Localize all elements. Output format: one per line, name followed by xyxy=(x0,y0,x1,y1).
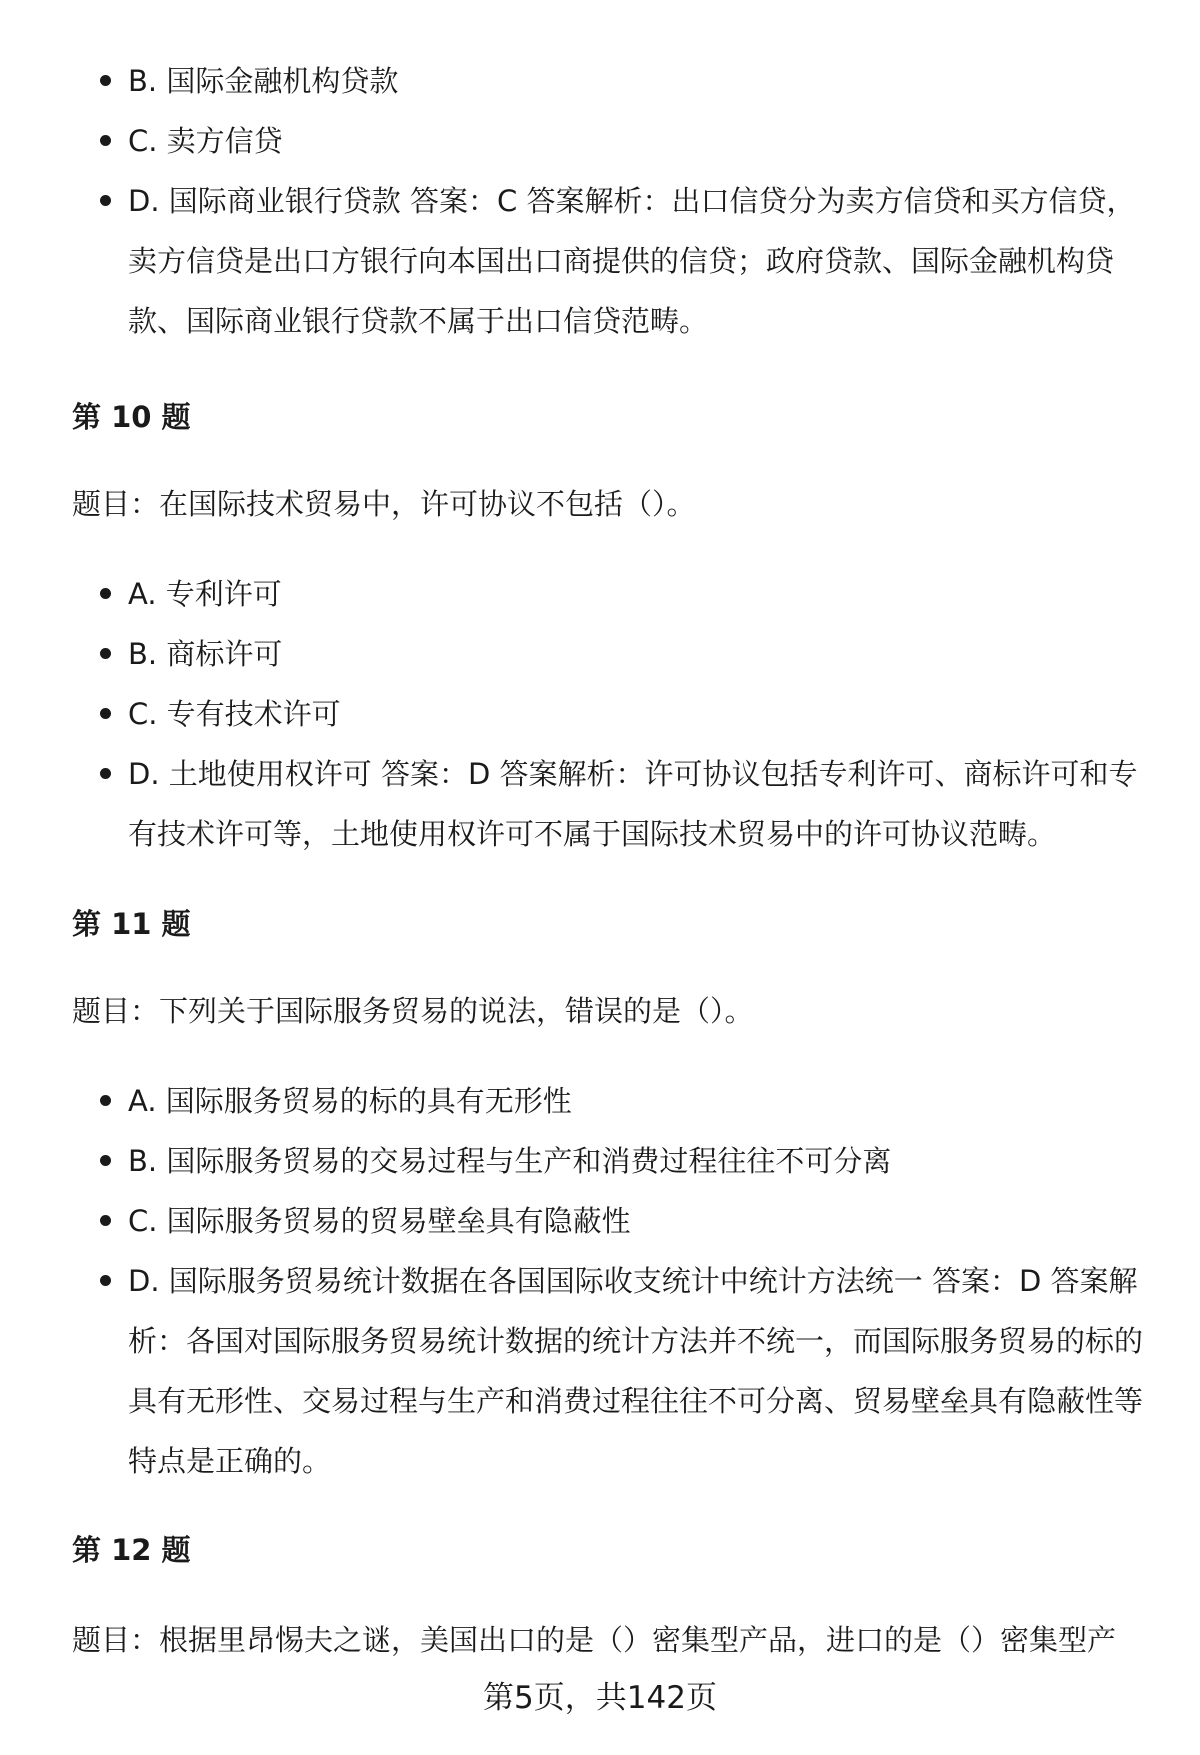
list-item: D. 国际服务贸易统计数据在各国国际收支统计中统计方法统一 答案：D 答案解析：各国对国际服务贸易统计数据的统计方法并不统一，而国际服务贸易的标的具有无形性、交易过程与生产和消费过程往往不可分离、贸易壁垒具有隐蔽性等特点是正确的。 xyxy=(128,1251,1148,1491)
list-item: A. 国际服务贸易的标的具有无形性 xyxy=(128,1071,1148,1131)
q11-heading: 第 11 题 xyxy=(72,907,191,941)
q12-question: 题目：根据里昂惕夫之谜，美国出口的是（）密集型产品，进口的是（）密集型产 xyxy=(72,1623,1117,1657)
list-item: C. 专有技术许可 xyxy=(128,684,1148,744)
list-item: C. 卖方信贷 xyxy=(128,111,1148,171)
list-item: B. 国际服务贸易的交易过程与生产和消费过程往往不可分离 xyxy=(128,1131,1148,1191)
list-item: B. 国际金融机构贷款 xyxy=(128,51,1148,111)
q10-options-list xyxy=(128,564,1148,864)
list-item: D. 土地使用权许可 答案：D 答案解析：许可协议包括专利许可、商标许可和专有技术许可等，土地使用权许可不属于国际技术贸易中的许可协议范畴。 xyxy=(128,744,1148,864)
list-item: C. 国际服务贸易的贸易壁垒具有隐蔽性 xyxy=(128,1191,1148,1251)
page-number: 第5页，共142页 xyxy=(483,1680,717,1716)
q9-options-list xyxy=(128,51,1148,351)
list-item: A. 专利许可 xyxy=(128,564,1148,624)
q11-question: 题目：下列关于国际服务贸易的说法，错误的是（）。 xyxy=(72,994,754,1028)
q10-heading: 第 10 题 xyxy=(72,400,191,434)
q11-options-list xyxy=(128,1071,1148,1491)
q12-heading: 第 12 题 xyxy=(72,1533,191,1567)
list-item: D. 国际商业银行贷款 答案：C 答案解析：出口信贷分为卖方信贷和买方信贷，卖方信贷是出口方银行向本国出口商提供的信贷；政府贷款、国际金融机构贷款、国际商业银行贷款不属于出口信贷范畴。 xyxy=(128,171,1148,351)
list-item: B. 商标许可 xyxy=(128,624,1148,684)
q10-question: 题目：在国际技术贸易中，许可协议不包括（）。 xyxy=(72,487,696,521)
